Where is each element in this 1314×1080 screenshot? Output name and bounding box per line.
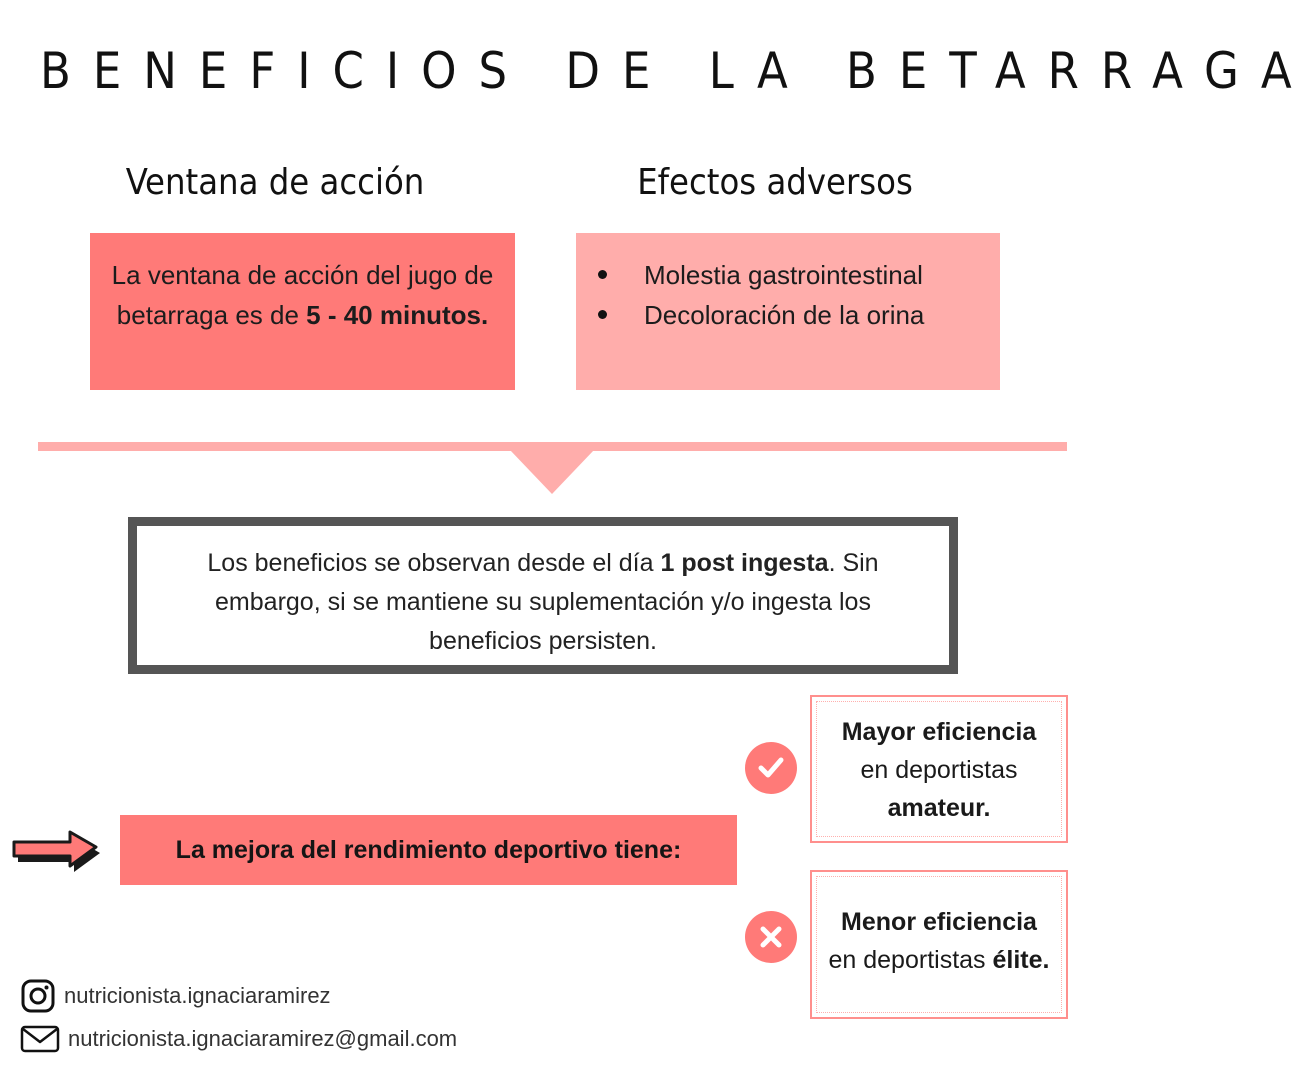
elite-box bbox=[810, 870, 1068, 1019]
amateur-line2: en deportistas bbox=[860, 756, 1018, 784]
email-contact bbox=[20, 1024, 457, 1054]
amateur-line3: amateur. bbox=[887, 794, 991, 822]
beneficios-bold: 1 post ingesta bbox=[660, 549, 829, 577]
beneficios-text: Los beneficios se observan desde el día bbox=[207, 549, 661, 577]
page-title: BENEFICIOS DE LA BETARRAGA bbox=[40, 42, 1314, 100]
instagram-icon bbox=[20, 978, 56, 1014]
elite-line2 bbox=[812, 941, 1066, 979]
ventana-text: La ventana de acción del jugo de betarraga es de bbox=[111, 260, 494, 330]
amateur-box bbox=[810, 695, 1068, 843]
instagram-handle[interactable]: nutricionista.ignaciaramirez bbox=[64, 983, 331, 1008]
arrow-right-icon bbox=[12, 826, 102, 876]
instagram-contact bbox=[20, 978, 331, 1014]
beneficios-box bbox=[128, 517, 958, 674]
x-icon bbox=[745, 911, 797, 963]
elite-line2-text: en deportistas bbox=[828, 946, 993, 974]
elite-line2-bold: élite. bbox=[992, 946, 1050, 974]
rendimiento-banner: La mejora del rendimiento deportivo tiene: bbox=[120, 815, 737, 885]
mail-icon bbox=[20, 1024, 60, 1054]
list-item: Decoloración de la orina bbox=[576, 295, 1000, 335]
elite-line1: Menor eficiencia bbox=[841, 908, 1037, 936]
efectos-box bbox=[576, 233, 1000, 390]
list-item: Molestia gastrointestinal bbox=[576, 255, 1000, 295]
divider-pointer bbox=[510, 450, 594, 494]
ventana-time: 5 - 40 minutos. bbox=[306, 300, 489, 330]
check-icon bbox=[745, 742, 797, 794]
email-address[interactable]: nutricionista.ignaciaramirez@gmail.com bbox=[68, 1026, 458, 1051]
ventana-box bbox=[90, 233, 515, 390]
ventana-heading: Ventana de acción bbox=[125, 162, 425, 203]
efectos-heading: Efectos adversos bbox=[637, 162, 913, 203]
beneficios-text-end: . Sin embargo, si se mantiene su suplementación y/o ingesta los beneficios persisten. bbox=[215, 549, 879, 655]
amateur-line1: Mayor eficiencia bbox=[841, 718, 1037, 746]
efectos-list bbox=[576, 255, 1000, 335]
